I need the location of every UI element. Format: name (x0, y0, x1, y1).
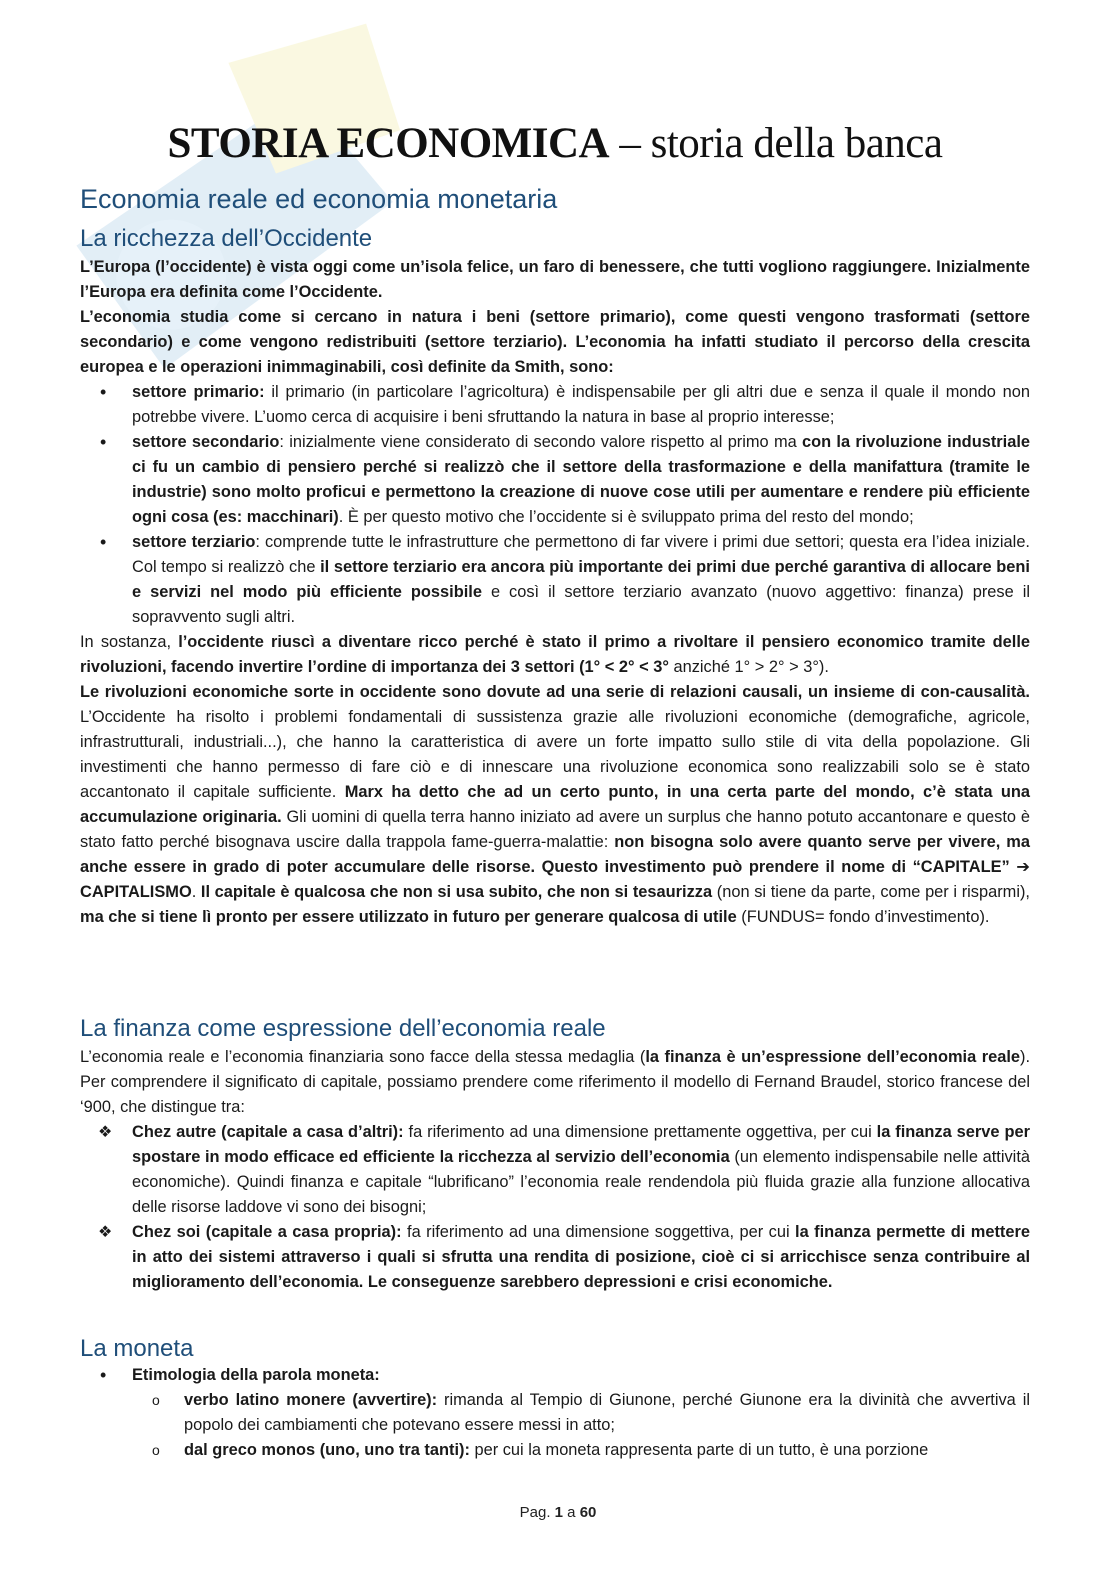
term: Chez autre (capitale a casa d’altri): (132, 1123, 404, 1141)
page-footer (0, 1504, 1116, 1521)
text-bold: Il capitale è qualcosa che non si usa subito, che non si tesaurizza (200, 883, 713, 901)
list-item (80, 430, 1030, 530)
text-bold: Le rivoluzioni economiche sorte in occidente sono dovute ad una serie di relazioni causali, un insieme di con-causalità. (80, 683, 1030, 701)
list-item (80, 530, 1030, 630)
sector-list (80, 380, 1030, 630)
section-moneta-body (80, 1363, 1030, 1463)
text-bold: la finanza permette di mettere in atto dei sistemi attraverso i quali si sfrutta una rendita di posizione, cioè ci si arricchisce senza contribuire al miglioramento dell’economia. Le conseguenze sarebbero depressioni e crisi economiche. (132, 1223, 1030, 1291)
text-bold: il settore terziario era ancora più importante dei primi due perché garantiva di allocare beni e servizi nel modo più efficiente possibile (132, 558, 1030, 601)
text: fa riferimento ad una dimensione prettamente oggettiva, per cui (403, 1123, 877, 1141)
subheading-moneta: La moneta (80, 1335, 194, 1362)
text: L’Occidente ha risolto i problemi fondamentali di sussistenza grazie alle rivoluzioni economiche (demografiche, agricole, infrastrutturali, industriali...), che hanno la caratteristica di avere un forte impatto sullo stile di vita della popolazione. Gli investimenti che hanno permesso di fare ciò e di innescare una rivoluzione economica sono realizzabili solo se è stato accantonato il capitale sufficiente. (80, 708, 1030, 801)
text-bold: con la rivoluzione industriale ci fu un cambio di pensiero perché si realizzò che il settore della trasformazione e della manifattura (tramite le industrie) sono molto proficui e permettono la creazione di nuove cose utili per aumentare e rendere più efficiente ogni cosa (es: macchinari) (132, 433, 1030, 526)
subheading-ricchezza: La ricchezza dell’Occidente (80, 225, 373, 252)
paragraph (80, 1045, 1030, 1120)
text: ). Per comprendere il significato di capitale, possiamo prendere come riferimento il modello di Fernand Braudel, storico francese del ‘900, che distingue tra: (80, 1048, 1030, 1116)
text-bold: ma che si tiene lì pronto per essere utilizzato in futuro per generare qualcosa di utile (80, 908, 737, 926)
text: rimanda al Tempio di Giunone, perché Giunone era la divinità che avvertiva il popolo dei cambiamenti che potevano essere messi in atto; (184, 1391, 1031, 1434)
text: . È per questo motivo che l’occidente si è sviluppato prima del resto del mondo; (338, 508, 914, 526)
paragraph (80, 255, 1030, 305)
section-ricchezza-body (80, 255, 1030, 930)
text: Gli uomini di quella terra hanno iniziato ad avere un surplus che hanno potuto accantonare e questo è stato fatto perché bisognava uscire dalla trappola fame-guerra-malattie: (80, 808, 1030, 851)
text: . (191, 883, 201, 901)
page-total: 60 (579, 1504, 597, 1521)
text: il primario (in particolare l’agricoltura) è indispensabile per gli altri due e senza il quale il mondo non potrebbe vivere. L’uomo cerca di acquisire i beni sfruttando la natura in base al proprio interesse; (132, 383, 1031, 426)
text-bold: L’Europa (l’occidente) è vista oggi come un’isola felice, un faro di benessere, che tutti vogliono raggiungere. Inizialmente l’Europa era definita come l’Occidente. (80, 258, 1030, 301)
text: fa riferimento ad una dimensione soggettiva, per cui (401, 1223, 796, 1241)
etymology-list (80, 1388, 1030, 1463)
list-item (80, 1120, 1030, 1220)
list-item (80, 1220, 1030, 1295)
list-item (80, 380, 1030, 430)
term: dal greco monos (uno, uno tra tanti): (184, 1441, 470, 1459)
text: (FUNDUS= fondo d’investimento). (736, 908, 990, 926)
text: L’economia reale e l’economia finanziaria sono facce della stessa medaglia ( (80, 1048, 646, 1066)
term: settore terziario (132, 533, 256, 551)
footer-prefix: Pag. (519, 1504, 555, 1521)
paragraph (80, 305, 1030, 380)
text: anziché 1° > 2° > 3°). (668, 658, 829, 676)
term: Chez soi (capitale a casa propria): (132, 1223, 402, 1241)
text: : inizialmente viene considerato di secondo valore rispetto al primo ma (279, 433, 802, 451)
section-heading-economia: Economia reale ed economia monetaria (80, 184, 558, 214)
text: In sostanza, (80, 633, 179, 651)
footer-middle: a (563, 1504, 580, 1521)
term: settore secondario (132, 433, 280, 451)
page-number: 1 (554, 1504, 563, 1521)
term: verbo latino monere (avvertire): (184, 1391, 438, 1409)
text-bold: non bisogna solo avere quanto serve per vivere, ma anche essere in grado di poter accumulare delle risorse. Questo investimento può prendere il nome di “CAPITALE” ➔ CAPITALISMO (80, 833, 1030, 901)
title-bold: STORIA ECONOMICA (167, 120, 610, 167)
moneta-list (80, 1363, 1030, 1388)
text: per cui la moneta rappresenta parte di un tutto, è una porzione (469, 1441, 929, 1459)
title-rest: – storia della banca (609, 120, 943, 167)
text-bold: la finanza serve per spostare in modo efficace ed efficiente la ricchezza al servizio dell’economia (132, 1123, 1030, 1166)
text-bold: L’economia studia come si cercano in natura i beni (settore primario), come questi vengono trasformati (settore secondario) e come vengono redistribuiti (settore terziario). L’economia ha infatti studiato il percorso della crescita europea e le operazioni inimmaginabili, così definite da Smith, sono: (80, 308, 1030, 376)
term: settore primario: (132, 383, 265, 401)
paragraph (80, 680, 1030, 930)
text-bold: Marx ha detto che ad un certo punto, in una certa parte del mondo, c’è stata una accumulazione originaria. (80, 783, 1030, 826)
subheading-finanza: La finanza come espressione dell’economia reale (80, 1015, 606, 1042)
section-finanza-body (80, 1045, 1030, 1295)
capital-list (80, 1120, 1030, 1295)
paragraph (80, 630, 1030, 680)
list-item (80, 1363, 1030, 1388)
text: (non si tiene da parte, come per i risparmi), (712, 883, 1030, 901)
text-bold: la finanza è un’espressione dell’economia reale (645, 1048, 1020, 1066)
text-bold: l’occidente riuscì a diventare ricco perché è stato il primo a rivoltare il pensiero economico tramite delle rivoluzioni, facendo invertire l’ordine di importanza dei 3 settori (1° < 2° < 3° (80, 633, 1030, 676)
page-title (80, 118, 1030, 170)
text: (un elemento indispensabile nelle attività economiche). Quindi finanza e capitale “lubrificano” l’economia reale rendendola più fluida grazie alla funzione allocativa delle risorse laddove vi sono dei bisogni; (132, 1148, 1030, 1216)
list-item (80, 1438, 1030, 1463)
term: Etimologia della parola moneta: (132, 1366, 380, 1384)
list-item (80, 1388, 1030, 1438)
text: : comprende tutte le infrastrutture che permettono di far vivere i primi due settori; questa era l’idea iniziale. Col tempo si realizzò che (132, 533, 1030, 576)
text: e così il settore terziario avanzato (nuovo aggettivo: finanza) prese il sopravvento sugli altri. (132, 583, 1030, 626)
